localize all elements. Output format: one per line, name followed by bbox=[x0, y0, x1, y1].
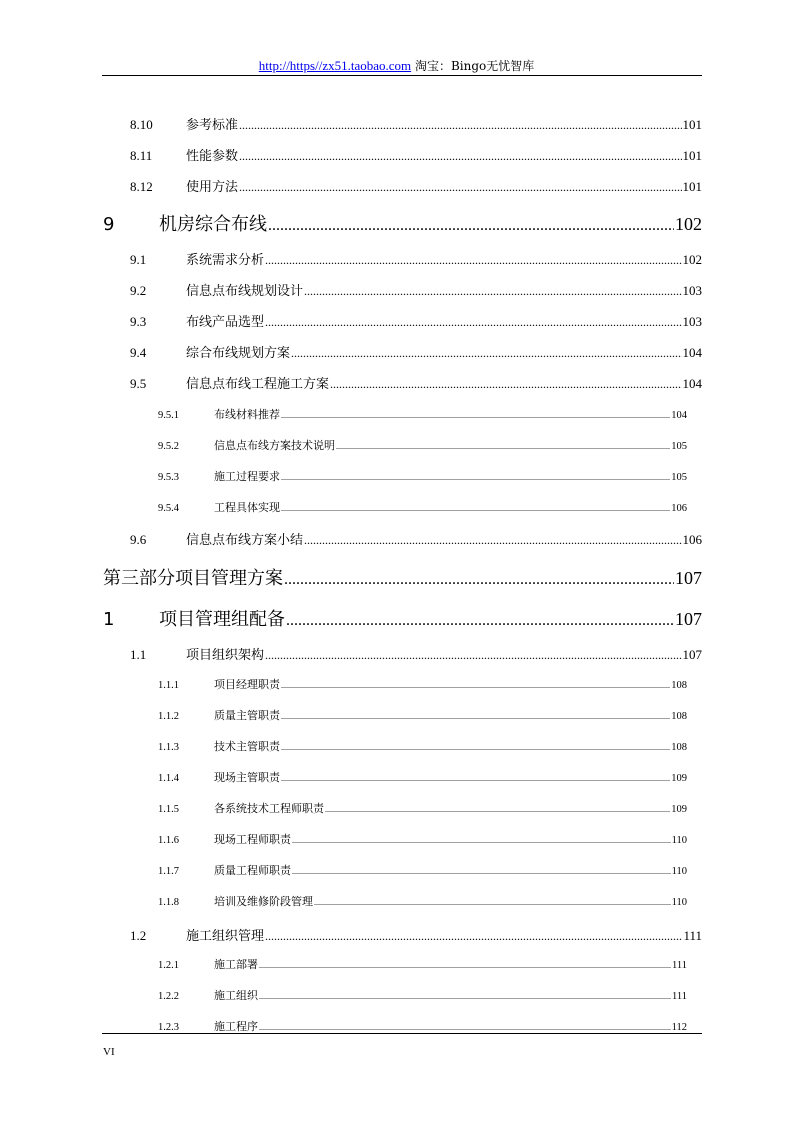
toc-page: 111 bbox=[672, 991, 687, 1002]
toc-leader bbox=[325, 805, 670, 814]
toc-title: 综合布线规划方案 bbox=[186, 346, 291, 361]
toc-leader bbox=[259, 992, 671, 1001]
toc-entry-1-2-1[interactable] bbox=[158, 956, 687, 972]
toc-entry-9[interactable] bbox=[103, 210, 702, 236]
toc-entry-9-5-4[interactable] bbox=[158, 499, 687, 515]
toc-leader bbox=[259, 961, 671, 970]
toc-page: 103 bbox=[682, 314, 702, 329]
toc-page: 108 bbox=[671, 742, 687, 753]
toc-number: 1.1 bbox=[130, 647, 147, 662]
toc-leader bbox=[292, 867, 671, 876]
toc-leader bbox=[268, 217, 674, 235]
toc-entry-8-10[interactable] bbox=[130, 114, 702, 133]
toc-number: 1.1.1 bbox=[158, 680, 179, 691]
toc-leader bbox=[239, 149, 681, 164]
toc-leader bbox=[304, 284, 681, 299]
toc-page: 104 bbox=[671, 410, 687, 421]
toc-entry-9-5-3[interactable] bbox=[158, 468, 687, 484]
toc-page: 108 bbox=[671, 711, 687, 722]
toc-number: 1.1.5 bbox=[158, 804, 179, 815]
toc-leader bbox=[239, 118, 681, 133]
toc-page: 111 bbox=[672, 960, 687, 971]
toc-title: 信息点布线工程施工方案 bbox=[186, 377, 330, 392]
toc-title: 信息点布线方案技术说明 bbox=[214, 439, 335, 452]
toc-title: 各系统技术工程师职责 bbox=[214, 802, 324, 815]
toc-page: 109 bbox=[671, 804, 687, 815]
toc-page: 109 bbox=[671, 773, 687, 784]
toc-title: 信息点布线规划设计 bbox=[186, 284, 304, 299]
toc-page: 111 bbox=[683, 928, 702, 943]
toc-page: 107 bbox=[675, 568, 702, 588]
toc-entry-8-11[interactable] bbox=[130, 145, 702, 164]
toc-leader bbox=[284, 571, 674, 589]
toc-leader bbox=[291, 346, 681, 361]
toc-title: 第三部分项目管理方案 bbox=[103, 568, 283, 589]
toc-page: 101 bbox=[682, 148, 702, 163]
toc-number: 9.1 bbox=[130, 252, 147, 267]
toc-leader bbox=[281, 712, 670, 721]
toc-number: 9.5.1 bbox=[158, 410, 179, 421]
toc-number: 1.2.3 bbox=[158, 1022, 179, 1033]
toc-entry-1-1-8[interactable] bbox=[158, 893, 687, 909]
toc-entry-8-12[interactable] bbox=[130, 176, 702, 195]
toc-entry-9-3[interactable] bbox=[130, 311, 702, 330]
toc-number: 1.2 bbox=[130, 928, 147, 943]
toc-entry-1[interactable] bbox=[103, 605, 702, 631]
toc-number: 8.10 bbox=[130, 117, 153, 132]
toc-leader bbox=[281, 473, 670, 482]
toc-leader bbox=[281, 743, 670, 752]
toc-page: 105 bbox=[671, 441, 687, 452]
toc-leader bbox=[336, 442, 670, 451]
toc-number: 9.2 bbox=[130, 283, 147, 298]
toc-number: 9.5.4 bbox=[158, 503, 179, 514]
toc-title: 质量主管职责 bbox=[214, 709, 280, 722]
toc-leader bbox=[286, 612, 674, 630]
toc-number: 8.12 bbox=[130, 179, 153, 194]
toc-title: 施工组织管理 bbox=[186, 929, 265, 944]
toc-page: 106 bbox=[671, 503, 687, 514]
toc-title: 项目经理职责 bbox=[214, 678, 280, 691]
toc-entry-9-2[interactable] bbox=[130, 280, 702, 299]
toc-title: 施工过程要求 bbox=[214, 470, 280, 483]
toc-page: 101 bbox=[682, 179, 702, 194]
toc-entry-9-1[interactable] bbox=[130, 249, 702, 268]
toc-number: 8.11 bbox=[130, 148, 153, 163]
toc-number: 1.1.3 bbox=[158, 742, 179, 753]
toc-number: 1.1.7 bbox=[158, 866, 179, 877]
toc-number: 9.6 bbox=[130, 532, 147, 547]
toc-entry-1-1-6[interactable] bbox=[158, 831, 687, 847]
toc-entry-1-2-3[interactable] bbox=[158, 1018, 687, 1034]
toc-number: 9 bbox=[103, 214, 115, 235]
toc-page: 104 bbox=[682, 376, 702, 391]
toc-title: 施工程序 bbox=[214, 1020, 258, 1033]
toc-entry-9-5-1[interactable] bbox=[158, 406, 687, 422]
toc-leader bbox=[330, 377, 681, 392]
toc-page: 110 bbox=[671, 866, 687, 877]
toc-page: 105 bbox=[671, 472, 687, 483]
toc-number: 1.1.4 bbox=[158, 773, 179, 784]
toc-title: 技术主管职责 bbox=[214, 740, 280, 753]
toc-title: 工程具体实现 bbox=[214, 501, 280, 514]
toc-page: 110 bbox=[671, 897, 687, 908]
toc-entry-1-1-4[interactable] bbox=[158, 769, 687, 785]
toc-number: 9.5 bbox=[130, 376, 147, 391]
toc-number: 1.1.2 bbox=[158, 711, 179, 722]
toc-number: 1.2.2 bbox=[158, 991, 179, 1002]
toc-leader bbox=[259, 1023, 671, 1032]
toc-leader bbox=[265, 929, 682, 944]
toc-number: 1.2.1 bbox=[158, 960, 179, 971]
toc-entry-1-1-7[interactable] bbox=[158, 862, 687, 878]
toc-title: 施工部署 bbox=[214, 958, 258, 971]
toc-page: 103 bbox=[682, 283, 702, 298]
toc-title: 质量工程师职责 bbox=[214, 864, 291, 877]
toc-title: 培训及维修阶段管理 bbox=[214, 895, 313, 908]
header-shop-name: 淘宝：Bingo无忧智库 bbox=[411, 59, 535, 73]
toc-leader bbox=[281, 411, 670, 420]
toc-number: 1.1.6 bbox=[158, 835, 179, 846]
toc-title: 布线产品选型 bbox=[186, 315, 265, 330]
toc-page: 102 bbox=[682, 252, 702, 267]
toc-leader bbox=[265, 315, 681, 330]
toc-title: 现场主管职责 bbox=[214, 771, 280, 784]
footer-page-number: VI bbox=[103, 1046, 115, 1058]
toc-entry-1-1-5[interactable] bbox=[158, 800, 687, 816]
toc-page: 106 bbox=[682, 532, 702, 547]
toc-page: 112 bbox=[671, 1022, 687, 1033]
toc-entry-1-1-1[interactable] bbox=[158, 676, 687, 692]
toc-page: 108 bbox=[671, 680, 687, 691]
toc-title: 系统需求分析 bbox=[186, 253, 265, 268]
toc-leader bbox=[239, 180, 681, 195]
toc-entry-9-6[interactable] bbox=[130, 529, 702, 548]
toc-title: 项目组织架构 bbox=[186, 648, 265, 663]
toc-page: 107 bbox=[682, 647, 702, 662]
toc-page: 102 bbox=[675, 214, 702, 234]
toc-number: 1 bbox=[103, 609, 115, 630]
toc-page: 104 bbox=[682, 345, 702, 360]
toc-entry-1-1-3[interactable] bbox=[158, 738, 687, 754]
toc-entry-1-2-2[interactable] bbox=[158, 987, 687, 1003]
toc-title: 性能参数 bbox=[186, 149, 239, 164]
toc-entry-1-1[interactable] bbox=[130, 644, 702, 663]
toc-leader bbox=[265, 648, 681, 663]
toc-number: 9.3 bbox=[130, 314, 147, 329]
toc-title: 现场工程师职责 bbox=[214, 833, 291, 846]
toc-title: 施工组织 bbox=[214, 989, 258, 1002]
toc-number: 9.4 bbox=[130, 345, 147, 360]
toc-title: 项目管理组配备 bbox=[159, 609, 285, 630]
toc-title: 布线材料推荐 bbox=[214, 408, 280, 421]
toc-title: 信息点布线方案小结 bbox=[186, 533, 304, 548]
toc-page: 101 bbox=[682, 117, 702, 132]
toc-title: 机房综合布线 bbox=[159, 214, 267, 235]
footer-rule bbox=[102, 1033, 702, 1034]
toc-entry-1-2[interactable] bbox=[130, 925, 702, 944]
toc-title: 参考标准 bbox=[186, 118, 239, 133]
toc-leader bbox=[304, 533, 681, 548]
toc-leader bbox=[292, 836, 671, 845]
toc-leader bbox=[281, 681, 670, 690]
toc-entry-part-3[interactable] bbox=[103, 564, 702, 590]
toc-entry-9-5[interactable] bbox=[130, 373, 702, 392]
toc-number: 9.5.2 bbox=[158, 441, 179, 452]
toc-number: 9.5.3 bbox=[158, 472, 179, 483]
toc-leader bbox=[281, 774, 670, 783]
toc-leader bbox=[314, 898, 671, 907]
toc-number: 1.1.8 bbox=[158, 897, 179, 908]
toc-page: 110 bbox=[671, 835, 687, 846]
toc-entry-9-5-2[interactable] bbox=[158, 437, 687, 453]
toc-leader bbox=[281, 504, 670, 513]
toc-entry-9-4[interactable] bbox=[130, 342, 702, 361]
toc-entry-1-1-2[interactable] bbox=[158, 707, 687, 723]
toc-leader bbox=[265, 253, 681, 268]
toc-page: 107 bbox=[675, 609, 702, 629]
toc-title: 使用方法 bbox=[186, 180, 239, 195]
header-link[interactable]: http://https//zx51.taobao.com bbox=[258, 58, 412, 73]
